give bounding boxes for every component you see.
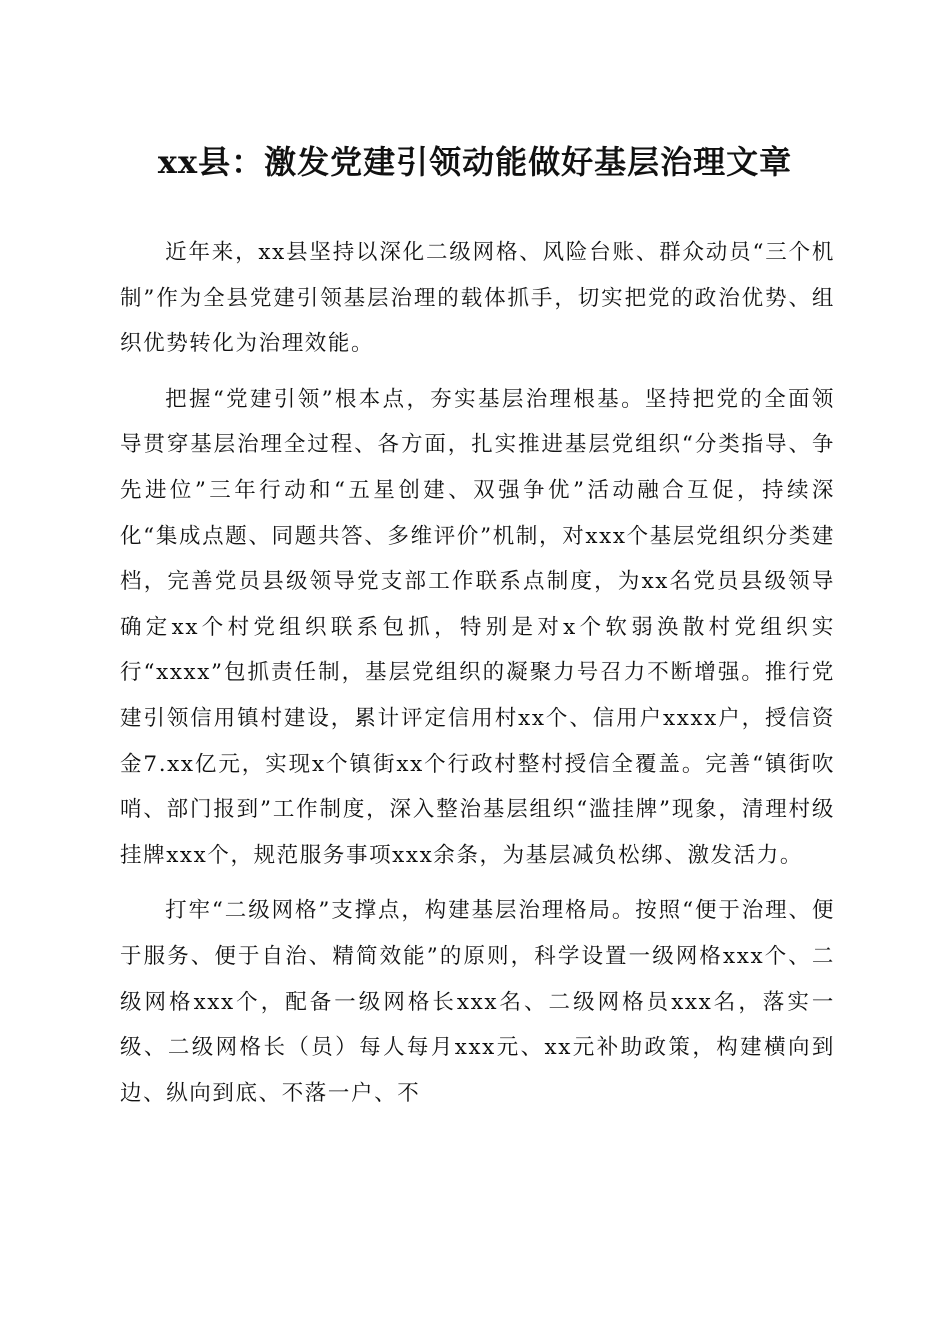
paragraph-party-leadership: 把握“党建引领”根本点，夯实基层治理根基。坚持把党的全面领导贯穿基层治理全过程、各方面，扎实推进基层党组织“分类指导、争先进位”三年行动和“五星创建、双强争优”活动融合互促，持续深化“集成点题、同题共答、多维评价”机制，对xxx个基层党组织分类建档，完善党员县级领导党支部工作联系点制度，为xx名党员县级领导确定xx个村党组织联系包抓，特别是对x个软弱涣散村党组织实行“xxxx”包抓责任制，基层党组织的凝聚力号召力不断增强。推行党建引领信用镇村建设，累计评定信用村xx个、信用户xxxx户，授信资金7.xx亿元，实现x个镇街xx个行政村整村授信全覆盖。完善“镇街吹哨、部门报到”工作制度，深入整治基层组织“滥挂牌”现象，清理村级挂牌xxx个，规范服务事项xxx余条，为基层减负松绑、激发活力。 (120, 386, 835, 868)
document-title: xx县：激发党建引领动能做好基层治理文章 (157, 143, 793, 181)
document-body (120, 230, 835, 1126)
paragraph-intro: 近年来，xx县坚持以深化二级网格、风险台账、群众动员“三个机制”作为全县党建引领基层治理的载体抓手，切实把党的政治优势、组织优势转化为治理效能。 (120, 240, 835, 357)
paragraph-grid-system: 打牢“二级网格”支撑点，构建基层治理格局。按照“便于治理、便于服务、便于自治、精简效能”的原则，科学设置一级网格xxx个、二级网格xxx个，配备一级网格长xxx名、二级网格员xxx名，落实一级、二级网格长（员）每人每月xxx元、xx元补助政策，构建横向到边、纵向到底、不落一户、不 (120, 898, 835, 1106)
